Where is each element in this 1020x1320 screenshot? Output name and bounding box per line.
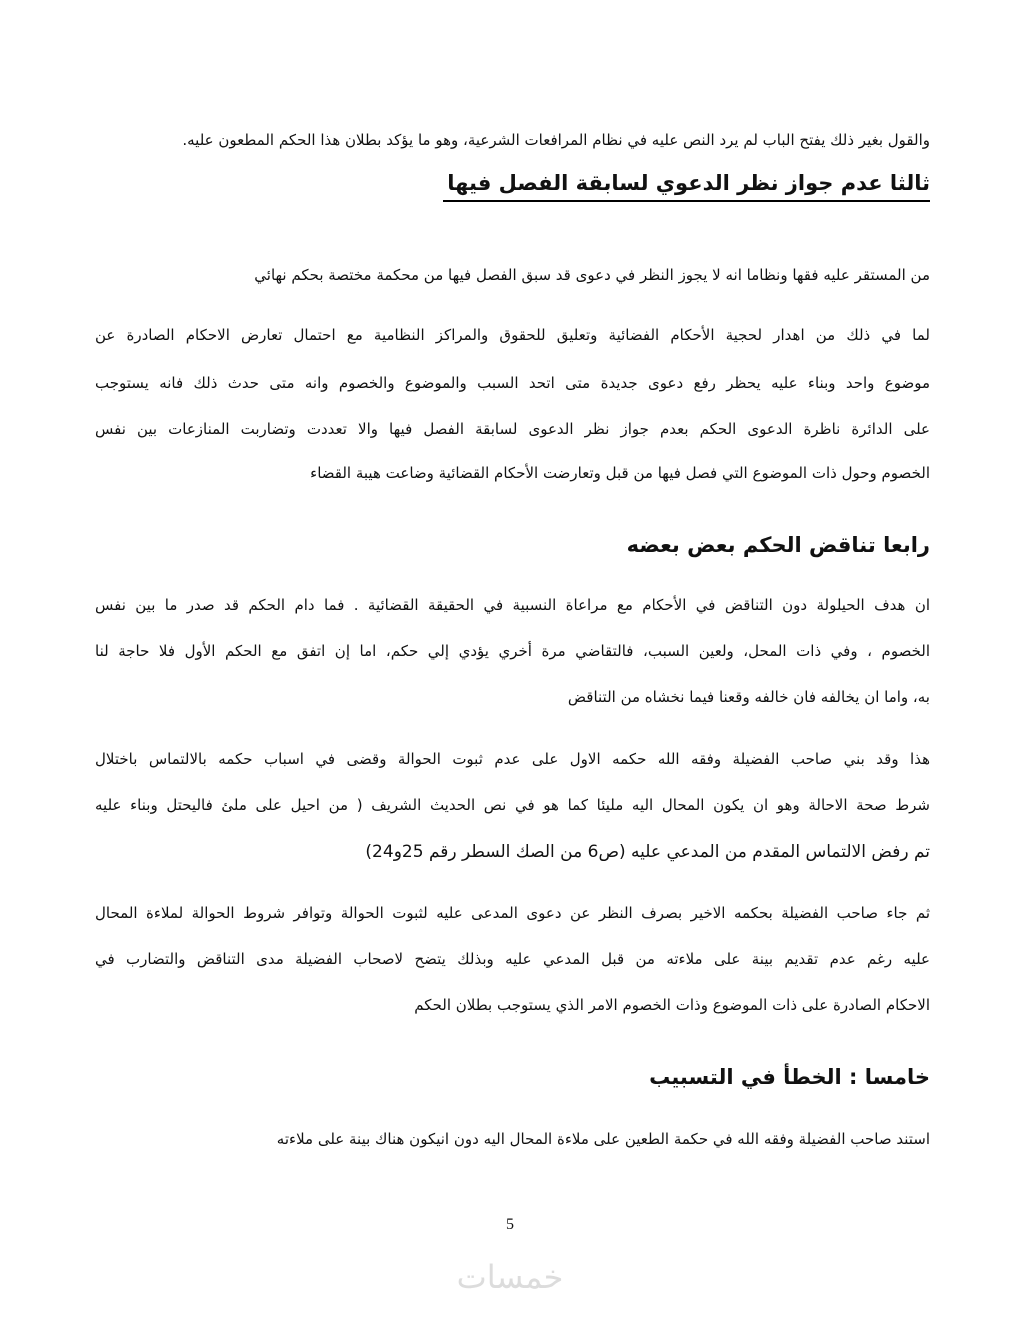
paragraph-line: تم رفض الالتماس المقدم من المدعي عليه (ص6 من الصك السطر رقم 25و24) bbox=[365, 842, 930, 862]
paragraph-line: شرط صحة الاحالة وهو ان يكون المحال اليه مليئا كما هو في نص الحديث الشريف ( من احيل على ملئ فاليحتل وبناء عليه bbox=[95, 796, 930, 814]
section-3-heading: ثالثا عدم جواز نظر الدعوي لسابقة الفصل فيها bbox=[443, 168, 930, 202]
paragraph-line: ثم جاء صاحب الفضيلة بحكمه الاخير بصرف النظر عن دعوى المدعى عليه لثبوت الحوالة وتوافر شروط الحوالة لملاءة المحال bbox=[95, 904, 930, 922]
section-5-heading: خامسا : الخطأ في التسبيب bbox=[649, 1065, 930, 1089]
watermark-logo: خمسات bbox=[456, 1258, 564, 1296]
paragraph-line: من المستقر عليه فقها ونظاما انه لا يجوز النظر في دعوى قد سبق الفصل فيها من محكمة مختصة بحكم نهائي bbox=[254, 266, 930, 284]
paragraph-line: الاحكام الصادرة على ذات الموضوع وذات الخصوم الامر الذي يستوجب بطلان الحكم bbox=[414, 996, 930, 1014]
paragraph-line: ان هدف الحيلولة دون التناقض في الأحكام مع مراعاة النسبية في الحقيقة القضائية . فما دام الحكم قد صدر ما بين نفس bbox=[95, 596, 930, 614]
paragraph-line: لما في ذلك من اهدار لحجية الأحكام الفضائية وتعليق للحقوق والمراكز النظامية مع احتمال تعارض الاحكام الصادرة عن bbox=[95, 326, 930, 344]
paragraph-line: الخصوم وحول ذات الموضوع التي فصل فيها من قبل وتعارضت الأحكام القضائية وضاعت هيبة القضاء bbox=[310, 464, 930, 482]
section-4-heading: رابعا تناقض الحكم بعض بعضه bbox=[626, 533, 930, 557]
paragraph-line: به، واما ان يخالفه فان خالفه وقعنا فيما نخشاه من التناقض bbox=[567, 688, 930, 706]
paragraph-line: الخصوم ، وفي ذات المحل، ولعين السبب، فالتقاضي مرة أخري يؤدي إلي حكم، اما إن اتفق مع الحكم الأول فلا حاجة لنا bbox=[95, 642, 930, 660]
page-number: 5 bbox=[506, 1216, 514, 1233]
paragraph-line: استند صاحب الفضيلة وفقه الله في حكمة الطعين على ملاءة المحال اليه دون انيكون هناك بينة على ملاءته bbox=[276, 1130, 930, 1148]
paragraph-line: عليه رغم عدم تقديم بينة على ملاءته من قبل المدعي عليه وبذلك يتضح لاصحاب الفضيلة مدى التناقض والتضارب في bbox=[95, 950, 930, 968]
paragraph-line: هذا وقد بني صاحب الفضيلة وفقه الله حكمه الاول على عدم ثبوت الحوالة وقضى في اسباب حكمه بالالتماس باختلال bbox=[95, 750, 930, 768]
paragraph-line: موضوع واحد وبناء عليه يحظر رفع دعوى جديدة متى اتحد السبب والموضوع والخصوم وانه متى حدث ذلك فانه يستوجب bbox=[95, 374, 930, 392]
paragraph-line: على الدائرة ناظرة الدعوى الحكم بعدم جواز نظر الدعوى لسابقة الفصل فيها والا تعددت وتضاربت المنازعات بين نفس bbox=[95, 420, 930, 438]
intro-line: والقول بغير ذلك يفتح الباب لم يرد النص عليه في نظام المرافعات الشرعية، وهو ما يؤكد بطلان هذا الحكم المطعون عليه. bbox=[182, 131, 930, 149]
